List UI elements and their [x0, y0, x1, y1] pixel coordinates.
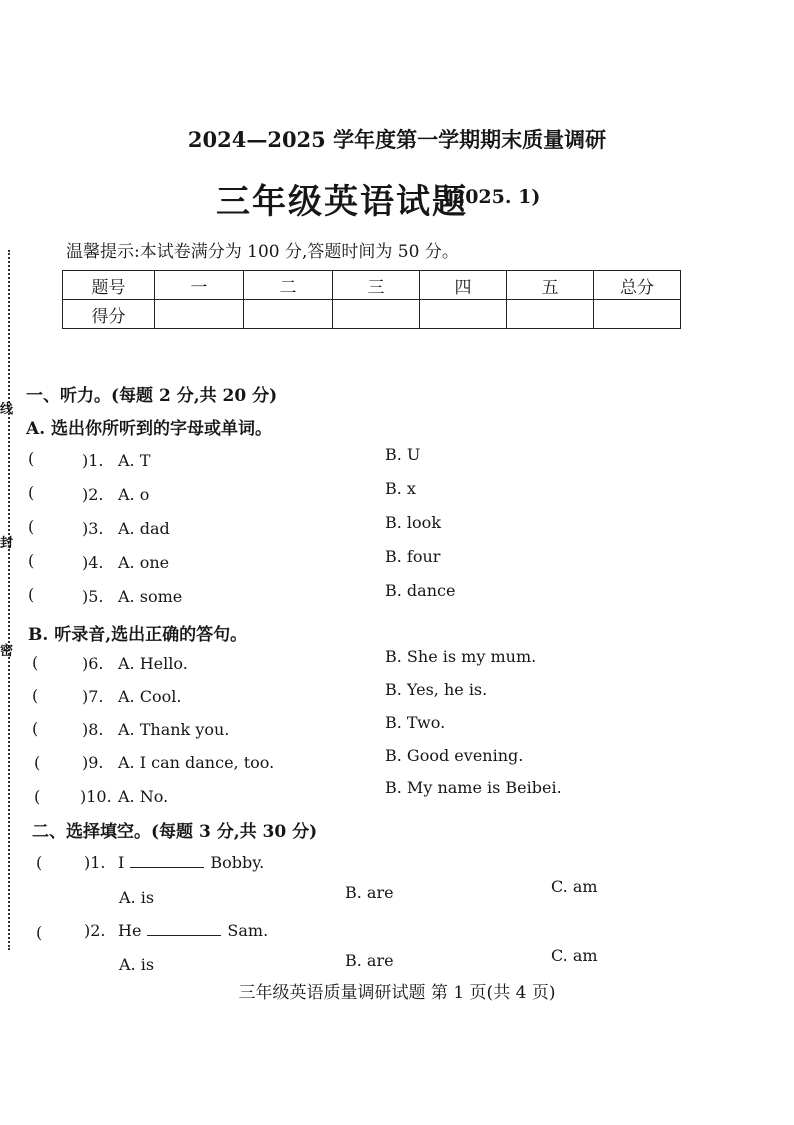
option-a: A. is — [119, 955, 155, 974]
side-char-xian: 线 — [0, 402, 14, 417]
option-b: B. are — [345, 883, 394, 902]
score-input-cell[interactable] — [420, 300, 507, 329]
option-a: A. Cool. — [118, 687, 182, 706]
option-a: A. dad — [118, 519, 170, 538]
option-a: A. No. — [118, 787, 169, 806]
answer-paren[interactable]: ( — [32, 653, 39, 672]
score-table-cell: 四 — [420, 271, 507, 300]
question-number: )10. — [80, 787, 112, 806]
question-number: )9. — [82, 753, 104, 772]
option-b: B. look — [385, 513, 442, 532]
answer-paren[interactable]: ( — [28, 585, 35, 604]
answer-paren[interactable]: ( — [36, 923, 43, 942]
score-table-cell: 题号 — [63, 271, 155, 300]
part1-sectionB-heading: B. 听录音,选出正确的答句。 — [28, 625, 248, 645]
option-b: B. Two. — [385, 713, 446, 732]
exam-tip: 温馨提示:本试卷满分为 100 分,答题时间为 50 分。 — [66, 242, 459, 262]
option-b: B. Good evening. — [385, 746, 524, 765]
part1-heading: 一、听力。(每题 2 分,共 20 分) — [26, 386, 278, 406]
answer-paren[interactable]: ( — [36, 853, 43, 872]
question-number: )2. — [84, 921, 106, 940]
stem-pre: He — [118, 921, 142, 940]
exam-subtitle: 2024—2025 学年度第一学期期末质量调研 — [187, 127, 607, 152]
option-b: B. U — [385, 445, 421, 464]
answer-paren[interactable]: ( — [32, 719, 39, 738]
answer-blank[interactable] — [147, 934, 221, 936]
answer-paren[interactable]: ( — [34, 787, 41, 806]
side-char-feng: 封 — [0, 536, 14, 551]
question-number: )7. — [82, 687, 104, 706]
score-table-cell: 得分 — [63, 300, 155, 329]
question-number: )3. — [82, 519, 104, 538]
answer-blank[interactable] — [130, 866, 204, 868]
option-b: B. dance — [385, 581, 456, 600]
question-number: )1. — [84, 853, 106, 872]
question-stem — [118, 853, 264, 872]
score-table-cell: 一 — [155, 271, 244, 300]
page-footer: 三年级英语质量调研试题 第 1 页(共 4 页) — [238, 983, 556, 1003]
score-table-cell: 五 — [507, 271, 594, 300]
option-b: B. Yes, he is. — [385, 680, 488, 699]
score-table-cell: 总分 — [594, 271, 681, 300]
answer-paren[interactable]: ( — [34, 753, 41, 772]
question-number: )2. — [82, 485, 104, 504]
exam-title: 三年级英语试题 — [216, 182, 468, 222]
option-a: A. I can dance, too. — [118, 753, 275, 772]
option-a: A. is — [119, 888, 155, 907]
option-c: C. am — [551, 946, 598, 965]
binding-dotted-line — [8, 250, 10, 950]
exam-date: (2025. 1) — [443, 186, 541, 208]
score-input-cell[interactable] — [244, 300, 333, 329]
score-input-cell[interactable] — [333, 300, 420, 329]
score-table — [62, 270, 681, 329]
option-b: B. x — [385, 479, 416, 498]
option-b: B. She is my mum. — [385, 647, 537, 666]
answer-paren[interactable]: ( — [28, 551, 35, 570]
stem-post: Bobby. — [210, 853, 265, 872]
question-number: )5. — [82, 587, 104, 606]
option-b: B. are — [345, 951, 394, 970]
option-a: A. Thank you. — [118, 720, 230, 739]
option-a: A. one — [118, 553, 170, 572]
option-a: A. o — [118, 485, 150, 504]
option-b: B. four — [385, 547, 441, 566]
option-c: C. am — [551, 877, 598, 896]
score-input-cell[interactable] — [594, 300, 681, 329]
part2-heading: 二、选择填空。(每题 3 分,共 30 分) — [32, 822, 318, 842]
score-table-header-row — [63, 271, 681, 300]
option-a: A. Hello. — [118, 654, 188, 673]
score-table-cell: 三 — [333, 271, 420, 300]
score-table-cell: 二 — [244, 271, 333, 300]
option-b: B. My name is Beibei. — [385, 778, 562, 797]
score-input-cell[interactable] — [155, 300, 244, 329]
stem-pre: I — [118, 853, 125, 872]
side-char-mi: 密 — [0, 644, 14, 659]
answer-paren[interactable]: ( — [28, 449, 35, 468]
score-table-score-row — [63, 300, 681, 329]
answer-paren[interactable]: ( — [28, 517, 35, 536]
question-number: )8. — [82, 720, 104, 739]
option-a: A. some — [118, 587, 183, 606]
question-number: )6. — [82, 654, 104, 673]
answer-paren[interactable]: ( — [32, 686, 39, 705]
part1-sectionA-heading: A. 选出你所听到的字母或单词。 — [26, 419, 273, 439]
answer-paren[interactable]: ( — [28, 483, 35, 502]
question-number: )4. — [82, 553, 104, 572]
score-input-cell[interactable] — [507, 300, 594, 329]
question-number: )1. — [82, 451, 104, 470]
option-a: A. T — [118, 451, 151, 470]
question-stem — [118, 921, 268, 940]
stem-post: Sam. — [227, 921, 269, 940]
